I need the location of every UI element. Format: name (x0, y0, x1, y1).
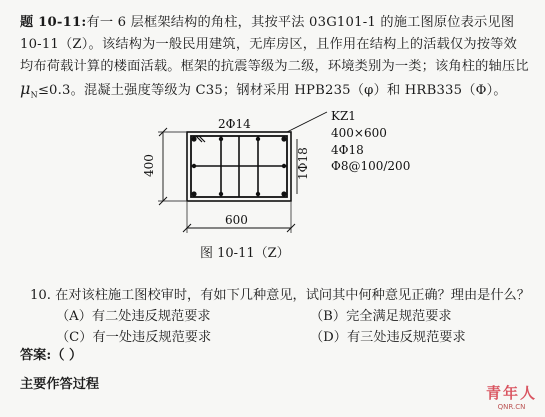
rebar-top-1 (219, 137, 223, 141)
info-line-2: 400×600 (331, 126, 387, 140)
option-c[interactable]: （C）有一处违反规范要求 (56, 330, 212, 345)
rebar-top-2 (256, 137, 260, 141)
rebar-right-mid (282, 164, 286, 168)
rebar-corner-br (281, 191, 286, 196)
rebar-corner-tr (281, 136, 286, 141)
problem-text-b: ≤0.3。混凝土强度等级为 C35；钢材采用 HPB235（φ）和 HRB335（Φ）。 (37, 83, 507, 98)
mu-subscript: N (30, 90, 38, 100)
problem-text-a: 有一 6 层框架结构的角柱，其按平法 03G101-1 的施工图原位表示见图 10-11（Z）。该结构为一般民用建筑，无库房区，且作用在结构上的活载仅为按等效均布荷载计算的楼面活载。框架的抗震等级为二级，环境类别为一类；该角柱的轴压比 (20, 15, 529, 74)
option-a[interactable]: （A）有二处违反规范要求 (56, 309, 211, 324)
rebar-left-mid (192, 164, 196, 168)
info-line-3: 4Φ18 (331, 143, 364, 157)
info-line-1: KZ1 (331, 109, 356, 123)
process-label: 主要作答过程 (20, 377, 100, 392)
problem-label: 题 10-11: (20, 15, 87, 30)
answer-label: 答案:（ ） (20, 348, 83, 363)
rebar-bottom-2 (256, 192, 260, 196)
mu-symbol: μ (20, 79, 31, 98)
top-rebar-label: 2Φ14 (218, 117, 251, 131)
rebar-corner-bl (191, 191, 196, 196)
height-dim-label: 400 (142, 154, 156, 177)
site-watermark (486, 382, 537, 411)
question-text: 10. 在对该柱施工图校审时，有如下几种意见，试问其中何种意见正确？理由是什么？ (30, 288, 530, 303)
option-d[interactable]: （D）有三处违反规范要求 (310, 330, 466, 345)
option-b[interactable]: （B）完全满足规范要求 (310, 309, 452, 324)
kz1-leader (287, 112, 327, 132)
rebar-corner-tl (191, 136, 196, 141)
info-line-4: Φ8@100/200 (331, 159, 411, 173)
figure-caption: 图 10-11（Z） (200, 246, 290, 261)
width-dim-label: 600 (225, 213, 248, 227)
side-rebar-label: 1Φ18 (296, 147, 310, 180)
watermark-sub: QNR.CN (497, 403, 526, 411)
rebar-bottom-1 (219, 192, 223, 196)
watermark-main: 青年人 (485, 384, 537, 402)
